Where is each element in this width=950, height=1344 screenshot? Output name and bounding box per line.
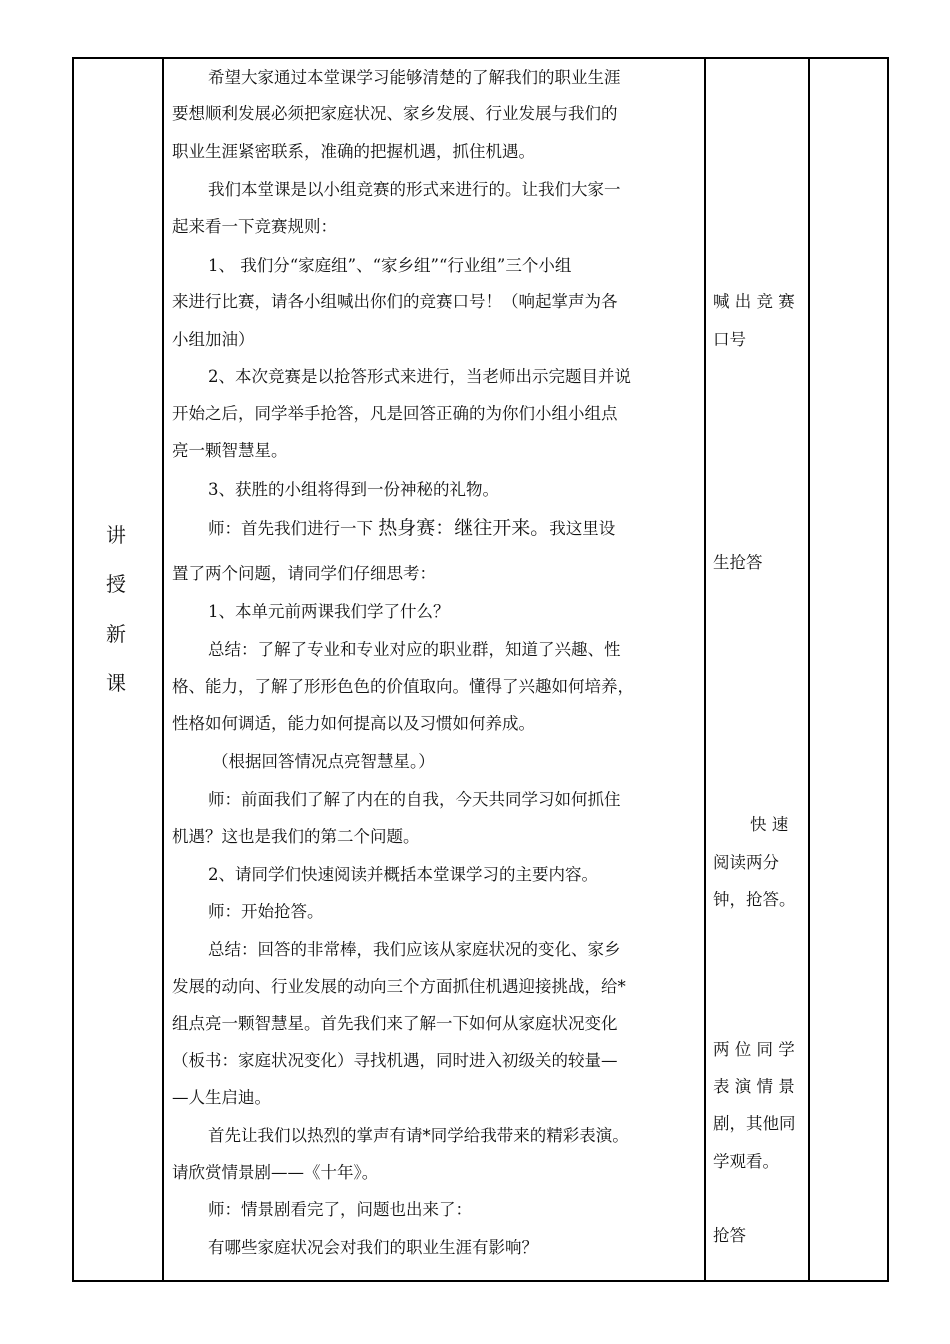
content-line: 亮一颗智慧星。: [172, 441, 288, 460]
note-line: 喊 出 竞 赛: [713, 292, 795, 311]
table-bottom-border: [72, 1280, 889, 1282]
note-line: 阅读两分: [713, 853, 779, 872]
content-line: 总结：了解了专业和专业对应的职业群，知道了兴趣、性: [208, 640, 621, 659]
note-line: 钟，抢答。: [713, 890, 796, 909]
content-line: 2、请同学们快速阅读并概括本堂课学习的主要内容。: [208, 865, 598, 884]
column-divider-1: [162, 57, 164, 1282]
column-divider-2: [704, 57, 706, 1282]
content-line: 我们本堂课是以小组竞赛的形式来进行的。让我们大家一: [208, 180, 621, 199]
content-line: 组点亮一颗智慧星。首先我们来了解一下如何从家庭状况变化: [172, 1014, 618, 1033]
content-line: 总结：回答的非常棒，我们应该从家庭状况的变化、家乡: [208, 940, 621, 959]
content-line: 发展的动向、行业发展的动向三个方面抓住机遇迎接挑战，给*: [172, 977, 626, 996]
content-line: 师：前面我们了解了内在的自我，今天共同学习如何抓住: [208, 790, 621, 809]
note-line: 生抢答: [713, 553, 763, 572]
content-line: 小组加油）: [172, 330, 255, 349]
note-line: 抢答: [713, 1226, 746, 1245]
content-line: [208, 518, 615, 539]
content-line: 3、获胜的小组将得到一份神秘的礼物。: [208, 480, 499, 499]
content-line: 置了两个问题，请同学们仔细思考：: [172, 564, 436, 583]
section-char-1: 讲: [106, 523, 126, 547]
content-line: （根据回答情况点亮智慧星。）: [212, 752, 435, 771]
content-line: 首先让我们以热烈的掌声有请*同学给我带来的精彩表演。: [208, 1126, 629, 1145]
content-line: 来进行比赛，请各小组喊出你们的竞赛口号！（响起掌声为各: [172, 292, 618, 311]
content-text: 师：首先我们进行一下: [208, 519, 379, 538]
content-line: 1、本单元前两课我们学了什么？: [208, 602, 450, 621]
content-line: 开始之后，同学举手抢答，凡是回答正确的为你们小组小组点: [172, 404, 618, 423]
section-char-2: 授: [106, 572, 126, 596]
content-line: 请欣赏情景剧——《十年》。: [172, 1163, 379, 1182]
column-divider-3: [808, 57, 810, 1282]
content-line: 起来看一下竞赛规则：: [172, 217, 337, 236]
content-line: 格、能力，了解了形形色色的价值取向。懂得了兴趣如何培养，: [172, 677, 634, 696]
content-line: 有哪些家庭状况会对我们的职业生涯有影响？: [208, 1238, 538, 1257]
note-line: 表 演 情 景: [713, 1077, 795, 1096]
section-char-3: 新: [106, 622, 126, 646]
note-line: 快 速: [750, 815, 789, 834]
content-line: 1、 我们分“家庭组”、“家乡组”“行业组”三个小组: [208, 256, 572, 275]
table-right-border: [887, 57, 889, 1282]
content-line: 师：开始抢答。: [208, 902, 324, 921]
content-line: —人生启迪。: [172, 1088, 271, 1107]
content-line: 2、本次竞赛是以抢答形式来进行，当老师出示完题目并说: [208, 367, 631, 386]
note-line: 口号: [713, 330, 746, 349]
content-text: 我这里设: [549, 519, 616, 538]
content-line: 职业生涯紧密联系，准确的把握机遇，抓住机遇。: [172, 142, 535, 161]
note-line: 两 位 同 学: [713, 1040, 795, 1059]
table-left-border: [72, 57, 74, 1282]
content-line: 机遇？这也是我们的第二个问题。: [172, 827, 420, 846]
table-top-border: [72, 57, 889, 59]
content-line: 性格如何调适，能力如何提高以及习惯如何养成。: [172, 714, 535, 733]
content-line: 师：情景剧看完了，问题也出来了：: [208, 1200, 472, 1219]
content-line: （板书：家庭状况变化）寻找机遇，同时进入初级关的较量—: [172, 1051, 618, 1070]
content-line: 希望大家通过本堂课学习能够清楚的了解我们的职业生涯: [208, 68, 621, 87]
note-line: 学观看。: [713, 1152, 779, 1171]
content-line: 要想顺利发展必须把家庭状况、家乡发展、行业发展与我们的: [172, 104, 618, 123]
section-char-4: 课: [106, 671, 126, 695]
warmup-title: 热身赛：继往开来。: [378, 517, 550, 539]
note-line: 剧，其他同: [713, 1114, 796, 1133]
